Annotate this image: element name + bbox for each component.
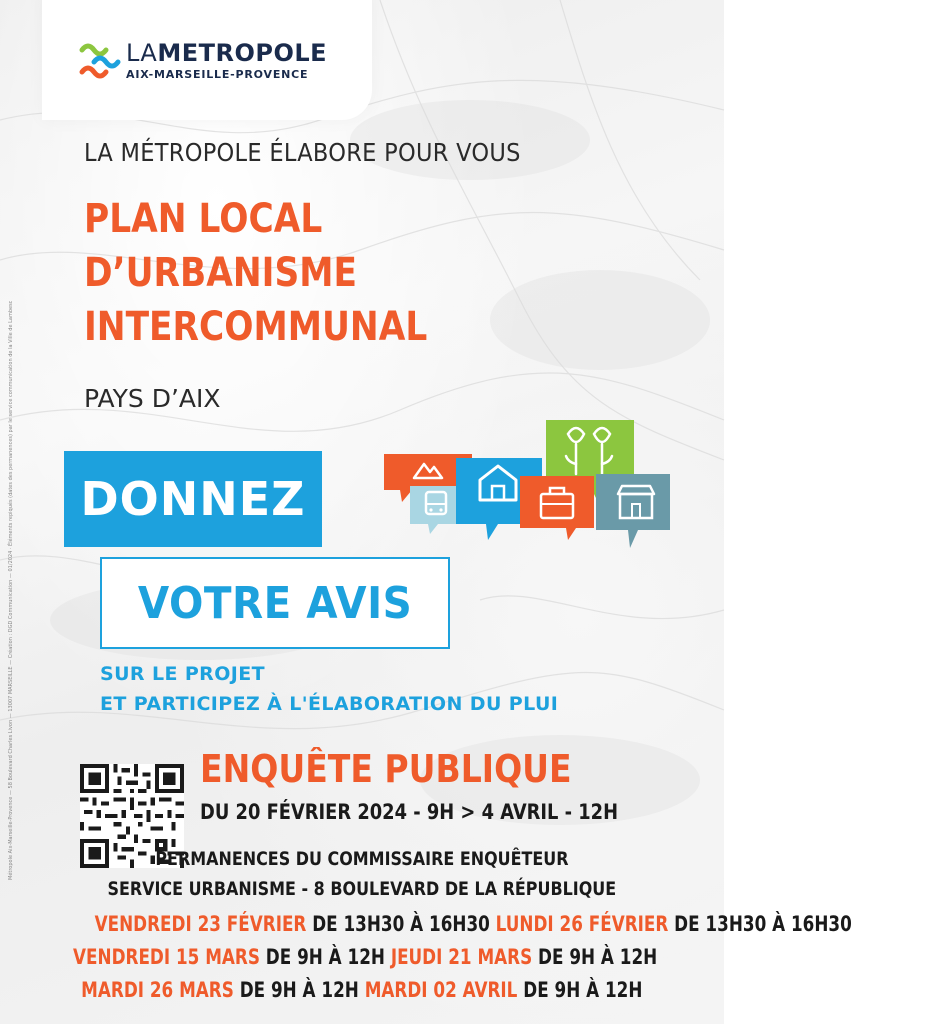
schedule-day: MARDI 26 MARS — [81, 978, 235, 1002]
schedule-hours: DE 9H À 12H — [259, 945, 391, 969]
metropole-logo-icon — [80, 40, 120, 80]
schedule-day: MARDI 02 AVRIL — [364, 978, 518, 1002]
schedule-row — [0, 945, 724, 969]
votre-avis-text: VOTRE AVIS — [137, 577, 413, 629]
schedule-day: LUNDI 26 FÉVRIER — [495, 912, 669, 936]
speech-bubbles-illustration — [380, 420, 680, 560]
schedule-row — [0, 912, 852, 936]
shop-icon — [596, 474, 670, 548]
donnez-text: DONNEZ — [80, 472, 306, 526]
schedule-day: VENDREDI 15 MARS — [73, 945, 260, 969]
bus-icon — [410, 486, 462, 534]
permanences-heading-text: PERMANENCES DU COMMISSAIRE ENQUÊTEUR — [155, 848, 569, 870]
schedule-row — [0, 978, 724, 1002]
logo-name-prefix: LA — [126, 38, 158, 67]
schedule-hours: DE 9H À 12H — [234, 978, 365, 1002]
permanences-heading — [0, 848, 724, 870]
schedule-day: VENDREDI 23 FÉVRIER — [94, 912, 307, 936]
schedule-hours: DE 13H30 À 16H30 — [668, 912, 852, 936]
plan-title-line-2: D’URBANISME — [84, 250, 357, 296]
cta-subtext-line-2: ET PARTICIPEZ À L'ÉLABORATION DU PLUI — [100, 693, 559, 715]
intro-text: LA MÉTROPOLE ÉLABORE POUR VOUS — [84, 138, 521, 167]
schedule-day: JEUDI 21 MARS — [390, 945, 533, 969]
territory-label: PAYS D’AIX — [84, 384, 221, 413]
schedule-hours: DE 13H30 À 16H30 — [306, 912, 496, 936]
side-credit: Métropole Aix-Marseille-Provence — 58 Boulevard Charles Livon — 13007 MARSEILLE — Création : DGD Communication — 01/2024 · Éléments repiqués (dates des permanences) par le service communication de la Ville de Lambesc — [8, 300, 14, 880]
cta-subtext-line-1: SUR LE PROJET — [100, 663, 265, 685]
donnez-block — [64, 451, 322, 547]
plan-title — [84, 192, 427, 354]
permanences-location — [0, 878, 724, 900]
enquete-title: ENQUÊTE PUBLIQUE — [200, 747, 572, 791]
briefcase-icon — [520, 476, 594, 540]
logo-name-main: METROPOLE — [157, 38, 328, 67]
logo-subtitle: AIX-MARSEILLE-PROVENCE — [126, 67, 309, 81]
plan-title-line-1: PLAN LOCAL — [84, 196, 323, 242]
enquete-dates: DU 20 FÉVRIER 2024 - 9H > 4 AVRIL - 12H — [200, 800, 619, 824]
schedule-hours: DE 9H À 12H — [517, 978, 643, 1002]
cta-subtext — [100, 659, 558, 719]
permanences-location-text: SERVICE URBANISME - 8 BOULEVARD DE LA RÉPUBLIQUE — [107, 878, 617, 900]
plan-title-line-3: INTERCOMMUNAL — [84, 304, 428, 350]
votre-avis-block — [100, 557, 450, 649]
schedule-hours: DE 9H À 12H — [532, 945, 658, 969]
metropole-logo — [80, 40, 327, 80]
